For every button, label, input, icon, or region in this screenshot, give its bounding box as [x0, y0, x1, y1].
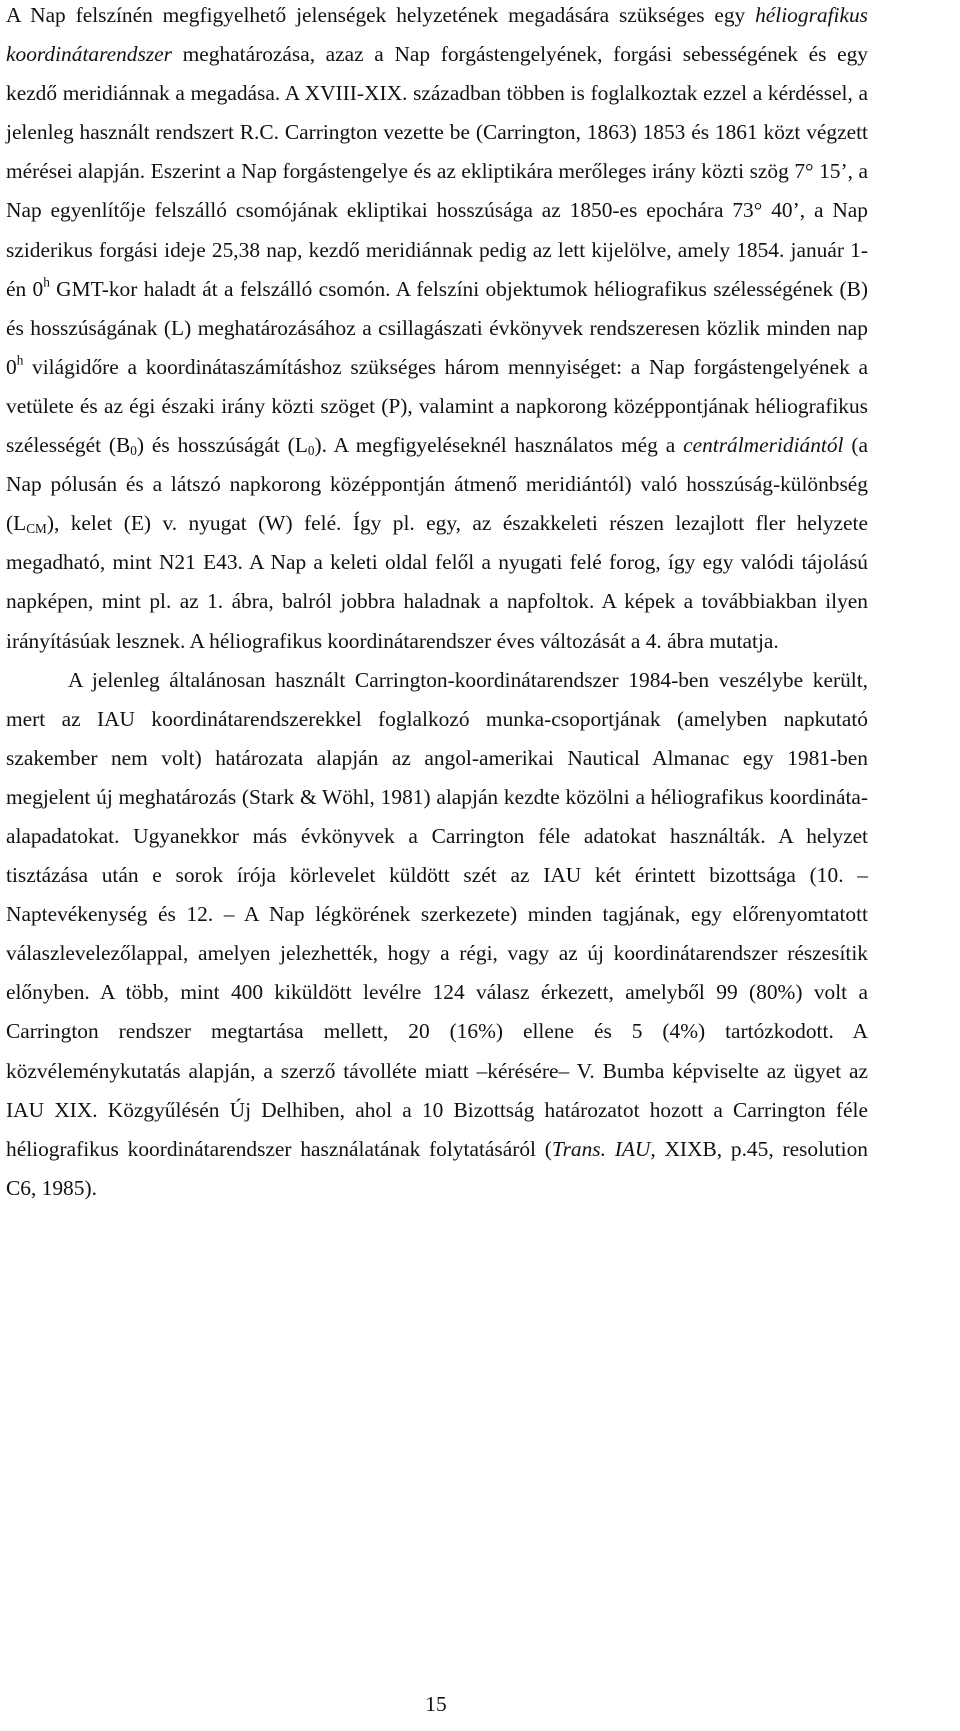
text-run: Trans. IAU,: [551, 1136, 656, 1161]
text-run: A jelenleg általánosan használt Carrington-koordinátarendszer 1984-ben veszélybe került, mert az IAU koordinátarendszerekkel foglalkozó munka-csoportjának (amelyben napkutató szakember nem volt) határozata alapján az angol-amerikai Nautical Almanac egy 1981-ben megjelent új meghatározás (Stark & Wöhl, 1981) alapján kezdte közölni a héliografikus koordináta-alapadatokat. Ugyanekkor más évkönyvek a Carrington féle adatokat használták. A helyzet tisztázása után e sorok írója körlevelet küldött szét az IAU két érintett bizottsága (10. – Naptevékenység és 12. – A Nap légkörének szerkezete) minden tagjának, egy előrenyomtatott válaszlevelezőlappal, amelyen jelezhették, hogy a régi, vagy az új koordinátarendszer részesítik előnyben. A több, mint 400 kiküldött levélre 124 válasz érkezett, amelyből 99 (80%) volt a Carrington rendszer megtartása mellett, 20 (16%) ellene és 5 (4%) tartózkodott. A közvéleménykutatás alapján, a szerző távolléte miatt –kérésére– V. Bumba képviselte az ügyet az IAU XIX. Közgyűlésén Új Delhiben, ahol a 10 Bizottság határozatot hozott a Carrington féle héliografikus koordinátarendszer használatának folytatásáról (: [6, 667, 868, 1161]
text-run: világidőre a koordinátaszámításhoz szükséges három mennyiséget: a Nap forgástengelyének a vetülete és az égi északi irány közti szöget (P), valamint a napkorong középpontjának héliografikus szélességét (B: [6, 354, 868, 458]
text-run: h: [43, 274, 50, 290]
text-run: héliografikus koordinátarendszer: [6, 3, 868, 67]
text-run: GMT-kor haladt át a felszálló csomón. A felszíni objektumok héliografikus szélességének (B) és hosszúságának (L) meghatározásához a csillagászati évkönyvek rendszeresen közlik minden nap 0: [6, 276, 868, 379]
page-number: 15: [425, 1692, 447, 1716]
text-run: ), kelet (E) v. nyugat (W) felé. Így pl. egy, az északkeleti részen lezajlott fler helyzete megadható, mint N21 E43. A Nap a keleti oldal felől a nyugati felé forog, így egy valódi tájolású napképen, mint pl. az 1. ábra, balról jobbra haladnak a napfoltok. A képek a továbbiakban ilyen irányításúak lesznek. A héliografikus koordinátarendszer éves változását a 4. ábra mutatja.: [6, 511, 868, 653]
text-run: CM: [26, 521, 47, 537]
paragraph-2: [6, 661, 868, 1208]
text-run: 0: [307, 442, 315, 458]
text-run: h: [16, 352, 24, 368]
body-text: [6, 0, 868, 1208]
text-run: 0: [130, 442, 137, 458]
text-run: meghatározása, azaz a Nap forgástengelyének, forgási sebességének és egy kezdő meridiánnak a megadása. A XVIII-XIX. században többen is foglalkoztak ezzel a kérdéssel, a jelenleg használt rendszert R.C. Carrington vezette be (Carrington, 1863) 1853 és 1861 közt végzett mérései alapján. Eszerint a Nap forgástengelye és az ekliptikára merőleges irány közti szög 7° 15’, a Nap egyenlítője felszálló csomójának ekliptikai hosszúsága az 1850-es epochára 73° 40’, a Nap sziderikus forgási ideje 25,38 nap, kezdő meridiánnak pedig az lett kijelölve, amely 1854. január 1-én 0: [6, 42, 868, 301]
text-run: centrálmeridiántól: [683, 433, 844, 458]
paragraph-1: [6, 0, 868, 661]
text-run: ) és hosszúságát (L: [136, 433, 308, 458]
text-run: XIXB, p.45, resolution C6, 1985).: [6, 1136, 868, 1200]
text-run: ). A megfigyeléseknél használatos még a: [314, 433, 684, 458]
text-run: (a Nap pólusán és a látszó napkorong középpontján átmenő meridiántól) való hosszúság-különbség (L: [6, 433, 868, 536]
text-run: A Nap felszínén megfigyelhető jelenségek helyzetének megadására szükséges egy: [6, 3, 756, 27]
